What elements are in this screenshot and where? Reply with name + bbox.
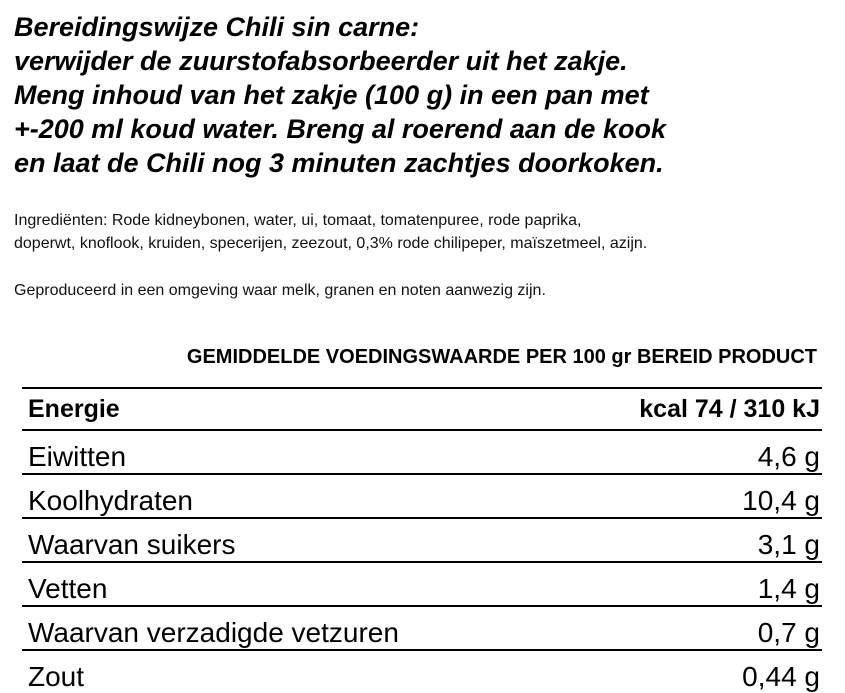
table-row — [22, 519, 822, 563]
nutrient-value: 4,6 g — [757, 441, 820, 472]
nutrient-name: Waarvan verzadigde vetzuren — [28, 617, 399, 648]
nutrition-table — [22, 387, 822, 693]
table-row — [22, 431, 822, 475]
preparation-line: en laat de Chili nog 3 minuten zachtjes doorkoken. — [14, 148, 664, 178]
nutrient-name: Energie — [28, 395, 120, 423]
table-row — [22, 607, 822, 651]
nutrient-name: Waarvan suikers — [28, 529, 236, 560]
preparation-line: Meng inhoud van het zakje (100 g) in een pan met — [14, 80, 649, 110]
preparation-line: +-200 ml koud water. Breng al roerend aan de kook — [14, 114, 666, 144]
preparation-instructions — [14, 10, 834, 180]
nutrient-name: Vetten — [28, 573, 108, 604]
preparation-line: verwijder de zuurstofabsorbeerder uit het zakje. — [14, 46, 628, 76]
nutrient-value: 1,4 g — [757, 573, 820, 604]
table-row — [22, 389, 822, 431]
ingredients-line: doperwt, knoflook, kruiden, specerijen, zeezout, 0,3% rode chilipeper, maïszetmeel, azijn. — [14, 235, 648, 252]
table-row — [22, 651, 822, 693]
nutrient-name: Eiwitten — [28, 441, 127, 472]
preparation-title: Bereidingswijze Chili sin carne: — [14, 12, 420, 42]
allergen-notice: Geproduceerd in een omgeving waar melk, granen en noten aanwezig zijn. — [14, 282, 546, 299]
table-row — [22, 563, 822, 607]
ingredients-line: Ingrediënten: Rode kidneybonen, water, ui, tomaat, tomatenpuree, rode paprika, — [14, 212, 582, 229]
nutrient-name: Koolhydraten — [28, 485, 194, 516]
nutrient-value: 3,1 g — [757, 529, 820, 560]
table-row — [22, 475, 822, 519]
nutrient-value: 0,44 g — [742, 661, 820, 692]
nutrient-value: 10,4 g — [742, 485, 820, 516]
nutrition-heading: GEMIDDELDE VOEDINGSWAARDE PER 100 gr BEREID PRODUCT — [186, 346, 817, 368]
nutrient-value: 0,7 g — [757, 617, 820, 648]
nutrient-name: Zout — [28, 661, 85, 692]
ingredients-list — [14, 209, 834, 255]
nutrient-value: kcal 74 / 310 kJ — [639, 395, 820, 423]
